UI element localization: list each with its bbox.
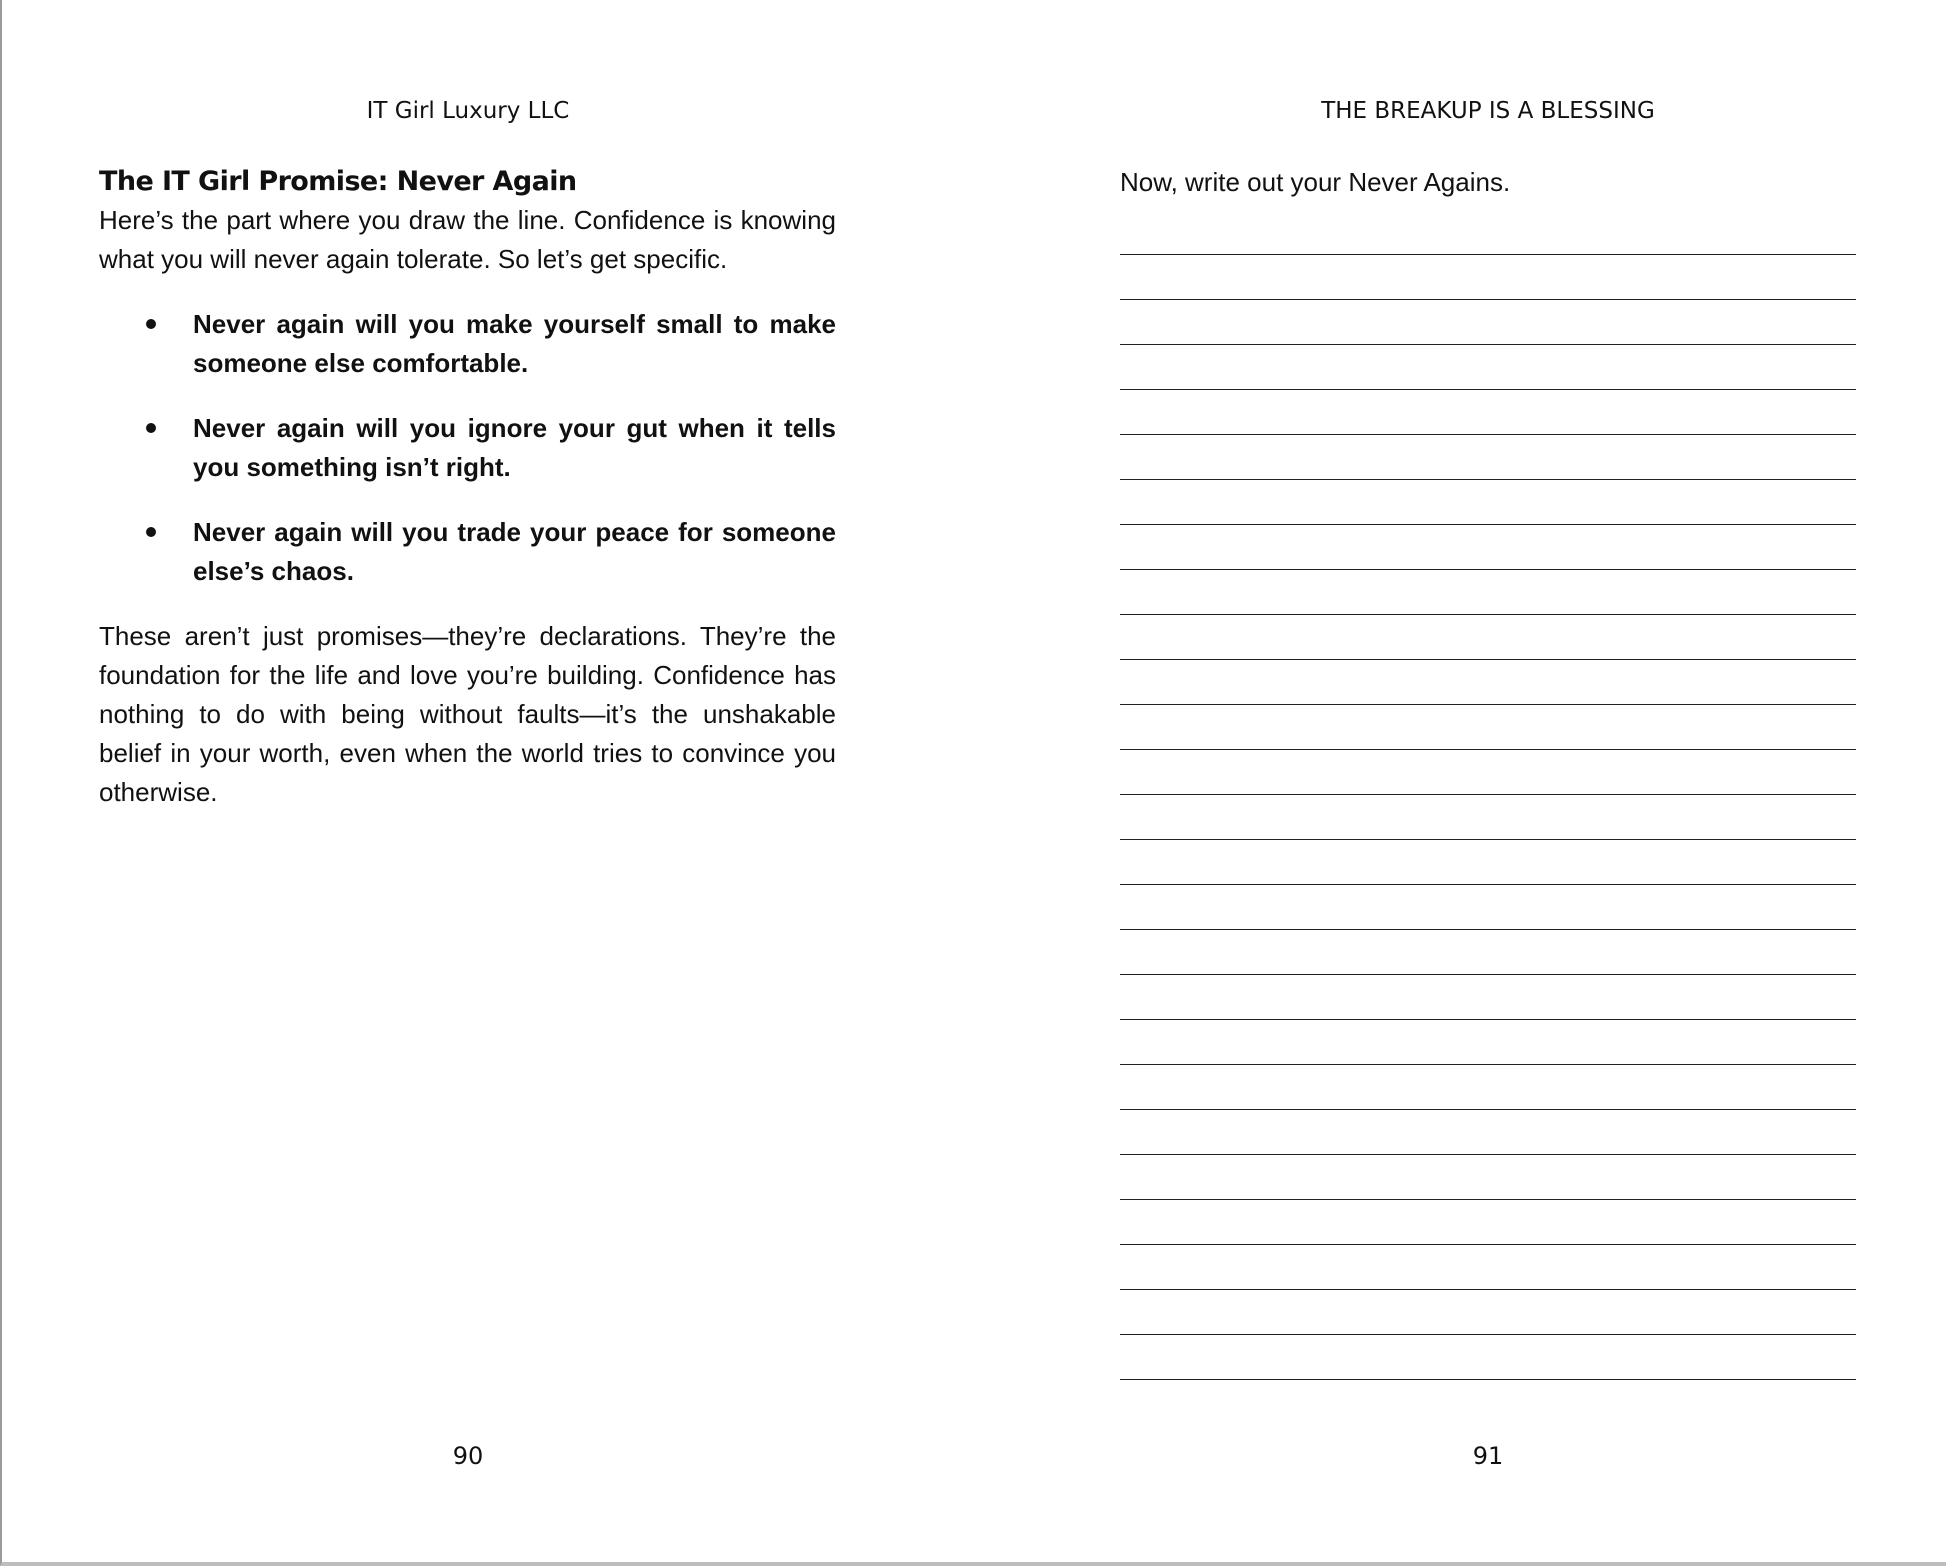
writing-line bbox=[1120, 1064, 1856, 1065]
writing-line bbox=[1120, 614, 1856, 615]
writing-line bbox=[1120, 254, 1856, 255]
list-item bbox=[99, 513, 836, 591]
writing-line bbox=[1120, 1199, 1856, 1200]
page-number-left: 90 bbox=[452, 1442, 484, 1470]
writing-line bbox=[1120, 569, 1856, 570]
writing-line bbox=[1120, 1244, 1856, 1245]
writing-line bbox=[1120, 344, 1856, 345]
writing-line bbox=[1120, 434, 1856, 435]
writing-prompt: Now, write out your Never Agains. bbox=[1120, 167, 1511, 197]
bullet-icon bbox=[146, 527, 156, 537]
running-head-left: IT Girl Luxury LLC bbox=[366, 98, 570, 124]
writing-line bbox=[1120, 389, 1856, 390]
writing-line bbox=[1120, 1019, 1856, 1020]
writing-line bbox=[1120, 1379, 1856, 1380]
writing-line bbox=[1120, 1289, 1856, 1290]
writing-line bbox=[1120, 704, 1856, 705]
intro-paragraph: Here’s the part where you draw the line. Confidence is knowing what you will never again tolerate. So let’s get specific. bbox=[99, 205, 836, 274]
writing-line bbox=[1120, 974, 1856, 975]
writing-line bbox=[1120, 659, 1856, 660]
never-again-list bbox=[99, 305, 836, 591]
writing-line bbox=[1120, 299, 1856, 300]
bullet-icon bbox=[146, 423, 156, 433]
list-item bbox=[99, 409, 836, 487]
left-page-content bbox=[99, 163, 836, 812]
list-item-text: Never again will you ignore your gut when it tells you something isn’t right. bbox=[193, 413, 836, 482]
writing-line bbox=[1120, 524, 1856, 525]
writing-line bbox=[1120, 794, 1856, 795]
list-item-text: Never again will you trade your peace for someone else’s chaos. bbox=[193, 517, 836, 586]
writing-line bbox=[1120, 1334, 1856, 1335]
closing-paragraph: These aren’t just promises—they’re declarations. They’re the foundation for the life and love you’re building. Confidence has nothing to do with being without faults—it’s the unshakable belief in your worth, even when the world tries to convince you otherwise. bbox=[99, 621, 836, 807]
writing-line bbox=[1120, 1109, 1856, 1110]
writing-line bbox=[1120, 839, 1856, 840]
right-page bbox=[974, 0, 1946, 1562]
writing-line bbox=[1120, 749, 1856, 750]
running-head-right: THE BREAKUP IS A BLESSING bbox=[1321, 98, 1655, 124]
section-title: The IT Girl Promise: Never Again bbox=[99, 166, 577, 197]
writing-lines bbox=[1120, 254, 1856, 1424]
writing-line bbox=[1120, 1154, 1856, 1155]
left-page bbox=[2, 0, 974, 1562]
writing-line bbox=[1120, 884, 1856, 885]
list-item-text: Never again will you make yourself small to make someone else comfortable. bbox=[193, 309, 836, 378]
writing-line bbox=[1120, 479, 1856, 480]
list-item bbox=[99, 305, 836, 383]
bullet-icon bbox=[146, 319, 156, 329]
writing-line bbox=[1120, 929, 1856, 930]
page-number-right: 91 bbox=[1472, 1442, 1504, 1470]
